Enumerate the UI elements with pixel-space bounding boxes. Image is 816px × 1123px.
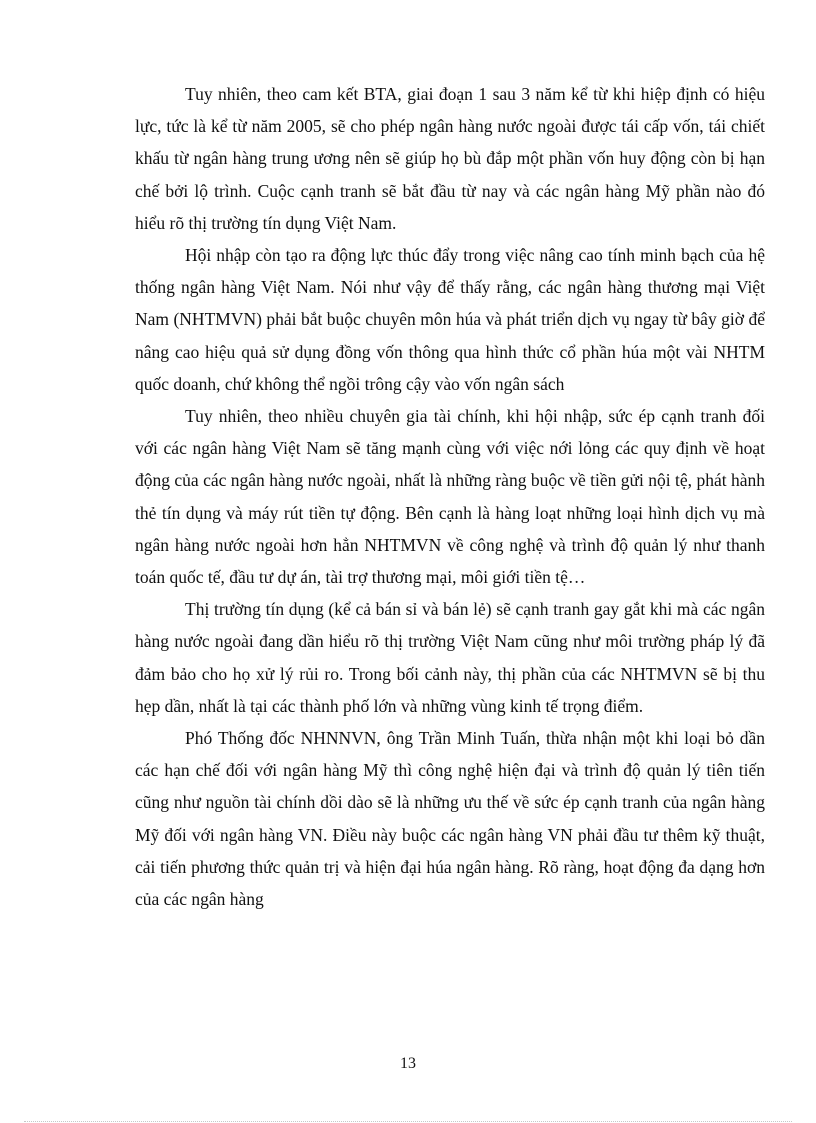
page-bottom-edge (24, 1121, 792, 1122)
page-number: 13 (400, 1055, 416, 1072)
body-text (135, 78, 765, 915)
paragraph-5: Phó Thống đốc NHNNVN, ông Trần Minh Tuấn, thừa nhận một khi loại bỏ dần các hạn chế đối với ngân hàng Mỹ thì công nghệ hiện đại và trình độ quản lý tiên tiến cũng như nguồn tài chính dồi dào sẽ là những ưu thế về sức ép cạnh tranh của ngân hàng Mỹ đối với ngân hàng VN. Điều này buộc các ngân hàng VN phải đầu tư thêm kỹ thuật, cải tiến phương thức quản trị và hiện đại húa ngân hàng. Rõ ràng, hoạt động đa dạng hơn của các ngân hàng (135, 728, 765, 910)
paragraph-3: Tuy nhiên, theo nhiều chuyên gia tài chính, khi hội nhập, sức ép cạnh tranh đối với các ngân hàng Việt Nam sẽ tăng mạnh cùng với việc nới lỏng các quy định về hoạt động của các ngân hàng nước ngoài, nhất là những ràng buộc về tiền gửi nội tệ, phát hành thẻ tín dụng và máy rút tiền tự động. Bên cạnh là hàng loạt những loại hình dịch vụ mà ngân hàng nước ngoài hơn hẳn NHTMVN về công nghệ và trình độ quản lý như thanh toán quốc tế, đầu tư dự án, tài trợ thương mại, môi giới tiền tệ… (135, 406, 765, 588)
paragraph-2: Hội nhập còn tạo ra động lực thúc đẩy trong việc nâng cao tính minh bạch của hệ thống ngân hàng Việt Nam. Nói như vậy để thấy rằng, các ngân hàng thương mại Việt Nam (NHTMVN) phải bắt buộc chuyên môn húa và phát triển dịch vụ ngay từ bây giờ để nâng cao hiệu quả sử dụng đồng vốn thông qua hình thức cổ phần húa một vài NHTM quốc doanh, chứ không thể ngồi trông cậy vào vốn ngân sách (135, 245, 765, 394)
paragraph-4: Thị trường tín dụng (kể cả bán sỉ và bán lẻ) sẽ cạnh tranh gay gắt khi mà các ngân hàng nước ngoài đang dần hiểu rõ thị trường Việt Nam cũng như môi trường pháp lý đã đảm bảo cho họ xử lý rủi ro. Trong bối cảnh này, thị phần của các NHTMVN sẽ bị thu hẹp dần, nhất là tại các thành phố lớn và những vùng kinh tế trọng điểm. (135, 599, 765, 716)
paragraph-1: Tuy nhiên, theo cam kết BTA, giai đoạn 1 sau 3 năm kể từ khi hiệp định có hiệu lực, tức là kể từ năm 2005, sẽ cho phép ngân hàng nước ngoài được tái cấp vốn, tái chiết khấu từ ngân hàng trung ương nên sẽ giúp họ bù đắp một phần vốn huy động còn bị hạn chế bởi lộ trình. Cuộc cạnh tranh sẽ bắt đầu từ nay và các ngân hàng Mỹ phần nào đó hiểu rõ thị trường tín dụng Việt Nam. (135, 84, 765, 233)
